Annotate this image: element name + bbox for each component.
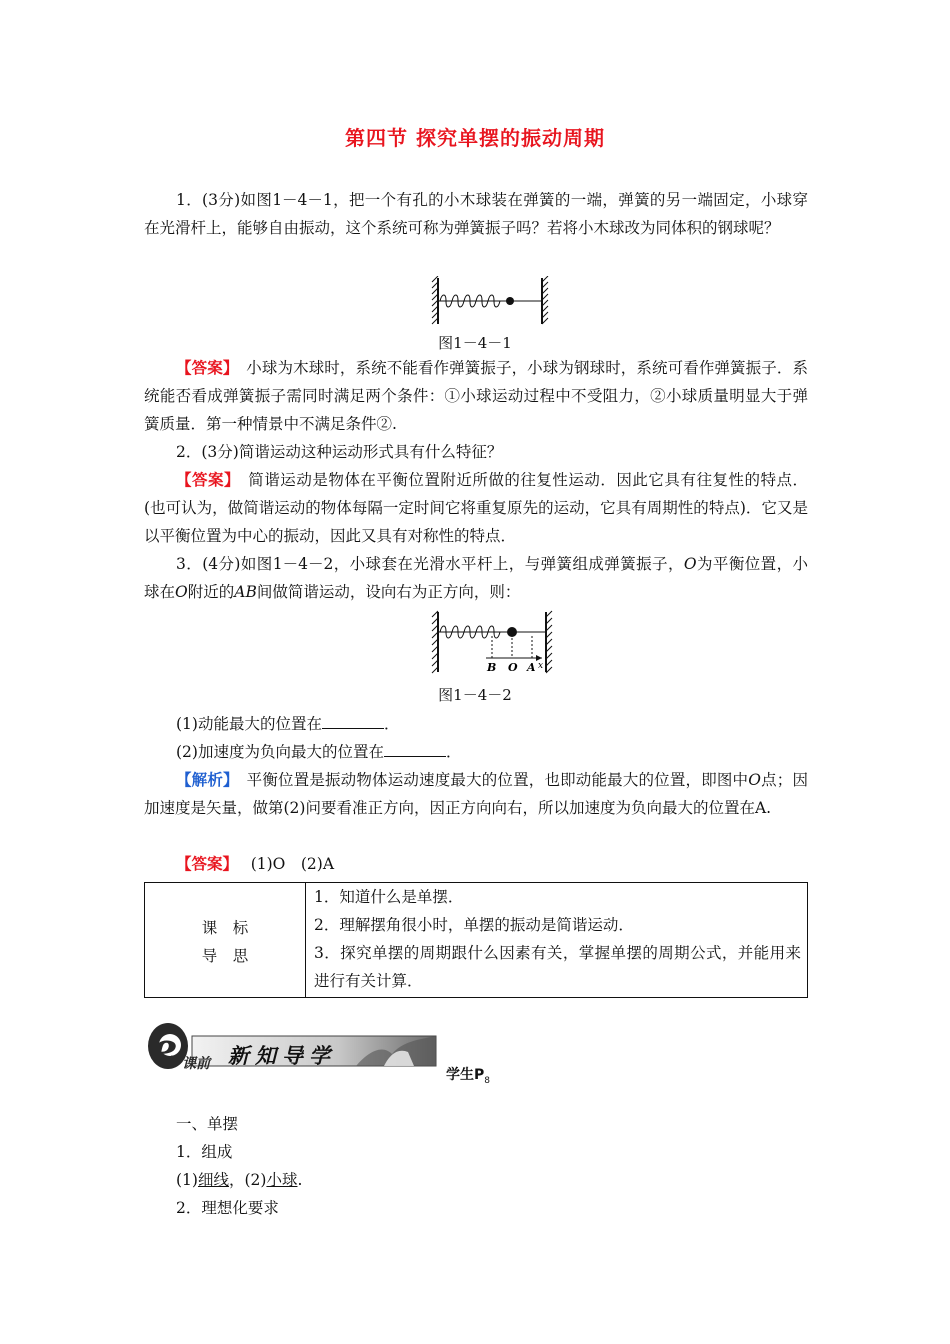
label-b: B [487, 661, 497, 674]
analysis-text: 平衡位置是振动物体运动速度最大的位置，也即动能最大的位置，即图中 [246, 771, 749, 789]
question-1: 1．(3分)如图1－4－1，把一个有孔的小木球装在弹簧的一端，弹簧的另一端固定，小球穿在光滑杆上，能够自由振动，这个系统可称为弹簧振子吗？若将小木球改为同体积的钢球呢？ [144, 191, 808, 237]
figure-caption: 图1－4－1 [438, 334, 512, 352]
label-x: x [538, 661, 544, 671]
goal-item: 3．探究单摆的周期跟什么因素有关，掌握单摆的周期公式，并能用来进行有关计算． [314, 944, 801, 990]
section-item [144, 1166, 808, 1194]
answer-label: 【答案】 [176, 854, 231, 873]
banner-title: 新知导学 [228, 1044, 336, 1068]
answer-label: 【答案】 [176, 470, 233, 489]
goals-label-line: 导 思 [201, 946, 249, 965]
subquestion-2 [144, 738, 808, 766]
item-prefix: (1) [176, 1171, 198, 1189]
question-text: 附近的 [187, 583, 235, 601]
subquestion-end: ． [383, 715, 400, 733]
symbol-o: O [175, 583, 188, 601]
question-text: 3．(4分)如图1－4－2，小球套在光滑水平杆上，与弹簧组成弹簧振子， [176, 555, 684, 573]
figure-1-4-1 [430, 276, 550, 328]
answer-text: 小球为木球时，系统不能看作弹簧振子，小球为钢球时，系统可看作弹簧振子．系统能否看成弹簧振子需同时满足两个条件：①小球运动过程中不受阻力，②小球质量明显大于弹簧质量．第一种情景中不满足条件②. [144, 359, 808, 433]
question-text: 为平衡位置，小球在 [144, 555, 808, 601]
goals-table [144, 882, 808, 998]
goal-item: 2．理解摆角很小时，单摆的振动是简谐运动． [314, 916, 634, 934]
answer-label: 【答案】 [176, 358, 231, 377]
subquestion-1 [144, 710, 808, 738]
answer-2 [144, 466, 808, 550]
page-reference [446, 1064, 490, 1086]
section-heading: 一、单摆 [176, 1115, 239, 1133]
answer-3 [144, 850, 808, 878]
subquestion-text: (2)加速度为负向最大的位置在 [176, 743, 384, 761]
page-ref-sub: 8 [484, 1075, 490, 1086]
e-logo: e [152, 1025, 178, 1072]
banner-pre: 课前 [182, 1056, 210, 1072]
symbol-ab: AB [234, 583, 257, 601]
item-end: . [297, 1171, 303, 1189]
analysis-text: 点；因加速度是矢量，做第(2)问要看准正方向，因正方向向右，所以加速度为负向最大的位置在A. [144, 771, 808, 817]
question-3 [144, 550, 808, 606]
item-sep: ，(2) [228, 1171, 267, 1189]
question-text: 间做简谐运动，设向右为正方向，则： [256, 583, 521, 601]
answer-blank[interactable] [322, 712, 384, 729]
answer-blank[interactable] [384, 740, 446, 757]
figure-1-4-2 [430, 610, 556, 676]
answer-text: (1)O (2)A [250, 855, 335, 873]
goals-label-line: 课 标 [201, 918, 249, 937]
page-ref-text: 学生P [446, 1067, 485, 1083]
section-item: 1．组成 [176, 1143, 233, 1161]
goal-item: 1．知道什么是单摆． [314, 888, 464, 906]
figure-caption: 图1－4－2 [438, 686, 512, 704]
fill-answer: 细线 [197, 1171, 229, 1189]
answer-1 [144, 354, 808, 438]
label-o: O [508, 661, 518, 674]
section-item: 2．理想化要求 [176, 1199, 279, 1217]
analysis-3 [144, 766, 808, 822]
analysis-label: 【解析】 [176, 770, 231, 789]
goals-label [145, 883, 306, 998]
answer-text: 简谐运动是物体在平衡位置附近所做的往复性运动．因此它具有往复性的特点．(也可认为，做简谐运动的物体每隔一定时间它将重复原先的运动，它具有周期性的特点)．它又是以平衡位置为中心的振动，因此又具有对称性的特点． [144, 471, 808, 545]
fill-answer: 小球 [266, 1171, 298, 1189]
question-2: 2．(3分)简谐运动这种运动形式具有什么特征？ [176, 443, 503, 461]
symbol-o: O [683, 555, 697, 573]
page-title: 第四节 探究单摆的振动周期 [345, 126, 605, 150]
symbol-o: O [748, 771, 761, 789]
subquestion-end: ． [445, 743, 462, 761]
goals-list [306, 883, 808, 998]
subquestion-text: (1)动能最大的位置在 [176, 715, 322, 733]
label-a: A [527, 661, 536, 674]
